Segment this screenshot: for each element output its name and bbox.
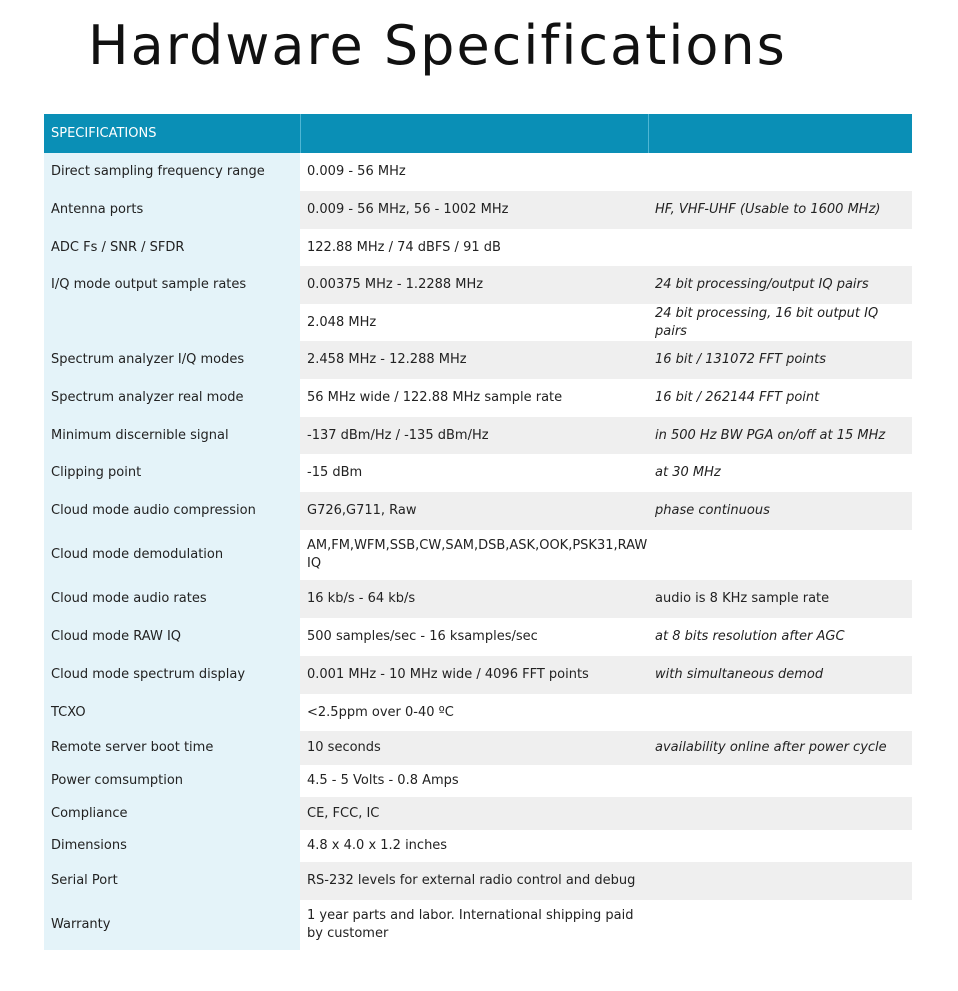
spec-note: 16 bit / 262144 FFT point (648, 379, 912, 417)
spec-label: Cloud mode audio rates (44, 580, 300, 618)
table-row (44, 417, 912, 454)
spec-note: availability online after power cycle (648, 731, 912, 765)
specifications-table (44, 114, 912, 950)
spec-note: audio is 8 KHz sample rate (648, 580, 912, 618)
spec-label: Clipping point (44, 454, 300, 492)
table-row (44, 191, 912, 229)
spec-value: 16 kb/s - 64 kb/s (300, 580, 648, 618)
spec-value: 2.458 MHz - 12.288 MHz (300, 341, 648, 379)
table-row (44, 618, 912, 656)
spec-value: CE, FCC, IC (300, 797, 648, 830)
spec-note: at 8 bits resolution after AGC (648, 618, 912, 656)
spec-label (44, 304, 300, 341)
table-row (44, 266, 912, 304)
spec-value: 500 samples/sec - 16 ksamples/sec (300, 618, 648, 656)
spec-label: Compliance (44, 797, 300, 830)
spec-value: 122.88 MHz / 74 dBFS / 91 dB (300, 229, 648, 266)
spec-note: in 500 Hz BW PGA on/off at 15 MHz (648, 417, 912, 454)
spec-note: with simultaneous demod (648, 656, 912, 694)
spec-label: Remote server boot time (44, 731, 300, 765)
table-row (44, 492, 912, 530)
table-row (44, 765, 912, 797)
header-notes (648, 114, 912, 153)
table-row (44, 862, 912, 900)
spec-label: Cloud mode RAW IQ (44, 618, 300, 656)
table-row (44, 304, 912, 341)
table-row (44, 731, 912, 765)
spec-note (648, 530, 912, 580)
page-title: Hardware Specifications (88, 14, 787, 77)
table-header-row (44, 114, 912, 153)
spec-note (648, 153, 912, 191)
spec-label: Antenna ports (44, 191, 300, 229)
spec-note (648, 797, 912, 830)
table-row (44, 830, 912, 862)
table-row (44, 454, 912, 492)
spec-note: 24 bit processing, 16 bit output IQ pairs (648, 304, 912, 341)
spec-label: Spectrum analyzer real mode (44, 379, 300, 417)
table-row (44, 797, 912, 830)
spec-note: 16 bit / 131072 FFT points (648, 341, 912, 379)
table-row (44, 694, 912, 731)
spec-note (648, 830, 912, 862)
table-row (44, 900, 912, 950)
table-row (44, 229, 912, 266)
table-row (44, 341, 912, 379)
spec-note: phase continuous (648, 492, 912, 530)
spec-value: <2.5ppm over 0-40 ºC (300, 694, 648, 731)
spec-label: Cloud mode demodulation (44, 530, 300, 580)
spec-label: Dimensions (44, 830, 300, 862)
spec-label: Cloud mode spectrum display (44, 656, 300, 694)
table-row (44, 153, 912, 191)
spec-value: 1 year parts and labor. International shipping paid by customer (300, 900, 648, 950)
spec-note (648, 900, 912, 950)
spec-label: Warranty (44, 900, 300, 950)
table-row (44, 656, 912, 694)
spec-value: 4.8 x 4.0 x 1.2 inches (300, 830, 648, 862)
table-row (44, 379, 912, 417)
spec-value: 0.001 MHz - 10 MHz wide / 4096 FFT points (300, 656, 648, 694)
table-row (44, 580, 912, 618)
header-specifications: SPECIFICATIONS (44, 114, 300, 153)
table-body (44, 153, 912, 950)
spec-value: 10 seconds (300, 731, 648, 765)
spec-note (648, 694, 912, 731)
spec-value: AM,FM,WFM,SSB,CW,SAM,DSB,ASK,OOK,PSK31,RAW IQ (300, 530, 648, 580)
spec-label: Minimum discernible signal (44, 417, 300, 454)
spec-label: I/Q mode output sample rates (44, 266, 300, 304)
spec-value: -15 dBm (300, 454, 648, 492)
spec-value: G726,G711, Raw (300, 492, 648, 530)
spec-value: -137 dBm/Hz / -135 dBm/Hz (300, 417, 648, 454)
spec-note: 24 bit processing/output IQ pairs (648, 266, 912, 304)
spec-note: at 30 MHz (648, 454, 912, 492)
spec-value: 4.5 - 5 Volts - 0.8 Amps (300, 765, 648, 797)
spec-note (648, 862, 912, 900)
table-row (44, 530, 912, 580)
spec-note: HF, VHF-UHF (Usable to 1600 MHz) (648, 191, 912, 229)
spec-label: Power comsumption (44, 765, 300, 797)
spec-label: TCXO (44, 694, 300, 731)
spec-value: 2.048 MHz (300, 304, 648, 341)
spec-value: 0.009 - 56 MHz (300, 153, 648, 191)
spec-value: 0.00375 MHz - 1.2288 MHz (300, 266, 648, 304)
spec-label: Direct sampling frequency range (44, 153, 300, 191)
spec-value: 56 MHz wide / 122.88 MHz sample rate (300, 379, 648, 417)
spec-label: ADC Fs / SNR / SFDR (44, 229, 300, 266)
spec-value: 0.009 - 56 MHz, 56 - 1002 MHz (300, 191, 648, 229)
header-value (300, 114, 648, 153)
spec-label: Cloud mode audio compression (44, 492, 300, 530)
spec-note (648, 229, 912, 266)
spec-label: Serial Port (44, 862, 300, 900)
spec-value: RS-232 levels for external radio control and debug (300, 862, 648, 900)
spec-label: Spectrum analyzer I/Q modes (44, 341, 300, 379)
spec-note (648, 765, 912, 797)
